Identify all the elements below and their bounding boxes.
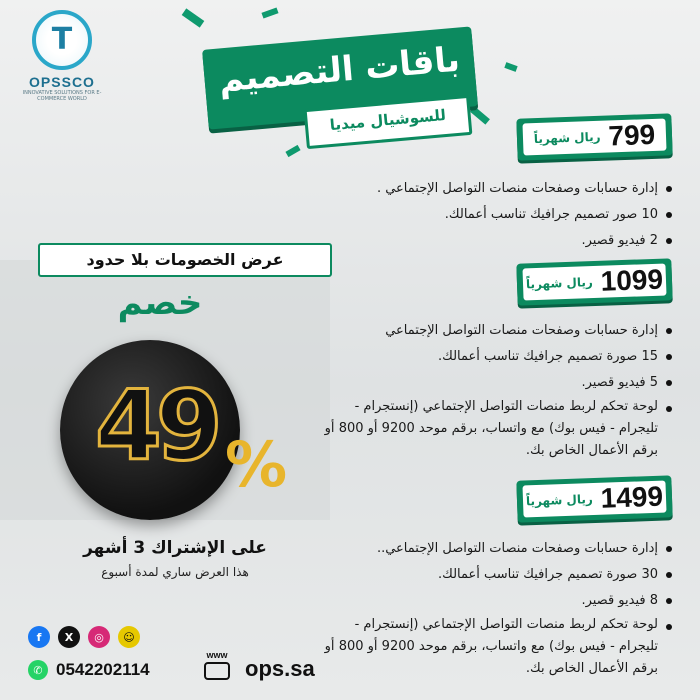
package-3-features [312,536,672,680]
list-item: إدارة حسابات وصفحات منصات التواصل الإجتماعي.. [312,536,672,562]
price-unit: ريال شهرياً [525,492,593,509]
snapchat-icon[interactable]: ☺ [118,626,140,648]
phone-contact[interactable] [28,660,150,680]
list-item: 15 صورة تصميم جرافيك تناسب أعمالك. [312,344,672,370]
list-item: 2 فيديو قصير. [312,228,672,254]
price-unit: ريال شهرياً [533,129,601,147]
price-value: 799 [607,118,656,152]
price-unit: ريال شهرياً [525,275,593,292]
price-value: 1499 [600,480,664,514]
list-item: إدارة حسابات وصفحات منصات التواصل الإجتماعي [312,318,672,344]
list-item: لوحة تحكم لربط منصات التواصل الإجتماعي (إنستجرام - تليجرام - فيس بوك) مع واتساب، برقم موحد 9200 أو 800 أو برقم الأعمال الخاص بك. [312,396,672,462]
page-title: باقات التصميم [217,39,462,101]
instagram-icon[interactable]: ◎ [88,626,110,648]
phone-number: 0542202114 [56,660,150,679]
price-tag-1499 [516,475,672,522]
discount-label: خصم [117,283,203,323]
list-item: 30 صورة تصميم جرافيك تناسب أعمالك. [312,562,672,588]
brand-tagline: INNOVATIVE SOLUTIONS FOR E-COMMERCE WORLD [22,90,102,102]
logo-mark-icon [32,10,92,70]
discount-value: 49 [95,370,217,482]
percent-sign: % [225,428,288,501]
facebook-icon[interactable]: f [28,626,50,648]
web-icon [197,650,237,686]
www-label: www [206,650,228,660]
list-item: 10 صور تصميم جرافيك تناسب أعمالك. [312,202,672,228]
website-link[interactable]: ops.sa [245,656,315,681]
validity-text: هذا العرض ساري لمدة أسبوع [101,565,249,579]
x-icon[interactable]: X [58,626,80,648]
list-item: 5 فيديو قصير. [312,370,672,396]
list-item: لوحة تحكم لربط منصات التواصل الإجتماعي (إنستجرام - تليجرام - فيس بوك) مع واتساب، برقم موحد 9200 أو 800 أو برقم الأعمال الخاص بك. [312,614,672,680]
package-2-features [312,318,672,462]
page-subtitle: للسوشيال ميديا [328,105,447,135]
package-1-features [312,176,672,254]
offer-headline: عرض الخصومات بلا حدود [38,243,332,277]
brand-name: OPSSCO [29,74,95,90]
brand-logo [22,10,102,106]
list-item: 8 فيديو قصير. [312,588,672,614]
subscription-text: على الإشتراك 3 أشهر [83,538,267,558]
social-icons [28,626,140,648]
price-value: 1099 [600,263,664,297]
whatsapp-icon: ✆ [28,660,48,680]
list-item: إدارة حسابات وصفحات منصات التواصل الإجتماعي . [312,176,672,202]
price-tag-799 [516,113,672,160]
price-tag-1099 [516,258,672,305]
computer-icon [204,662,230,680]
